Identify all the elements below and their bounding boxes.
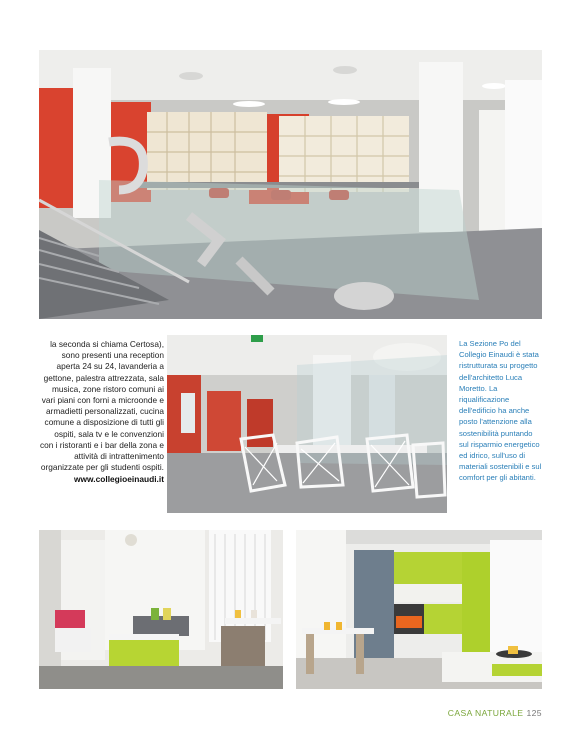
page-number: 125 [526, 708, 542, 718]
website-link[interactable]: www.collegioeinaudi.it [74, 474, 164, 485]
photo-caption [459, 338, 544, 484]
article-paragraph: la seconda si chiama Certosa), sono presenti una reception aperta 24 su 24, lavanderia a gettone, palestra attrezzata, sala musica, zone ristoro comuni ai vari piani con forni a microonde e armadietti personalizzati, cucina comune a disposizione di tutti gli ospiti, sala tv e le convenzioni con i ristoranti e i bar della zona e attività di intrattenimento organizzate per gli studenti ospiti. [39, 339, 164, 473]
article-body [39, 339, 164, 486]
photo-student-room [39, 530, 283, 689]
magazine-name: CASA NATURALE [447, 708, 524, 718]
hero-photo-study-hall [39, 50, 542, 319]
caption-text: La Sezione Po del Collegio Einaudi è stata ristrutturata su progetto dell'architetto Luca Moretto. La riqualificazione dell'edificio ha anche posto l'attenzione alla sostenibilità puntando sul risparmio energetico ed idrico, sull'uso di materiali sostenibili e sul comfort per gli abitanti. [459, 339, 542, 483]
photo-kitchenette [296, 530, 542, 689]
page-footer [448, 708, 542, 718]
photo-common-room [167, 335, 447, 513]
